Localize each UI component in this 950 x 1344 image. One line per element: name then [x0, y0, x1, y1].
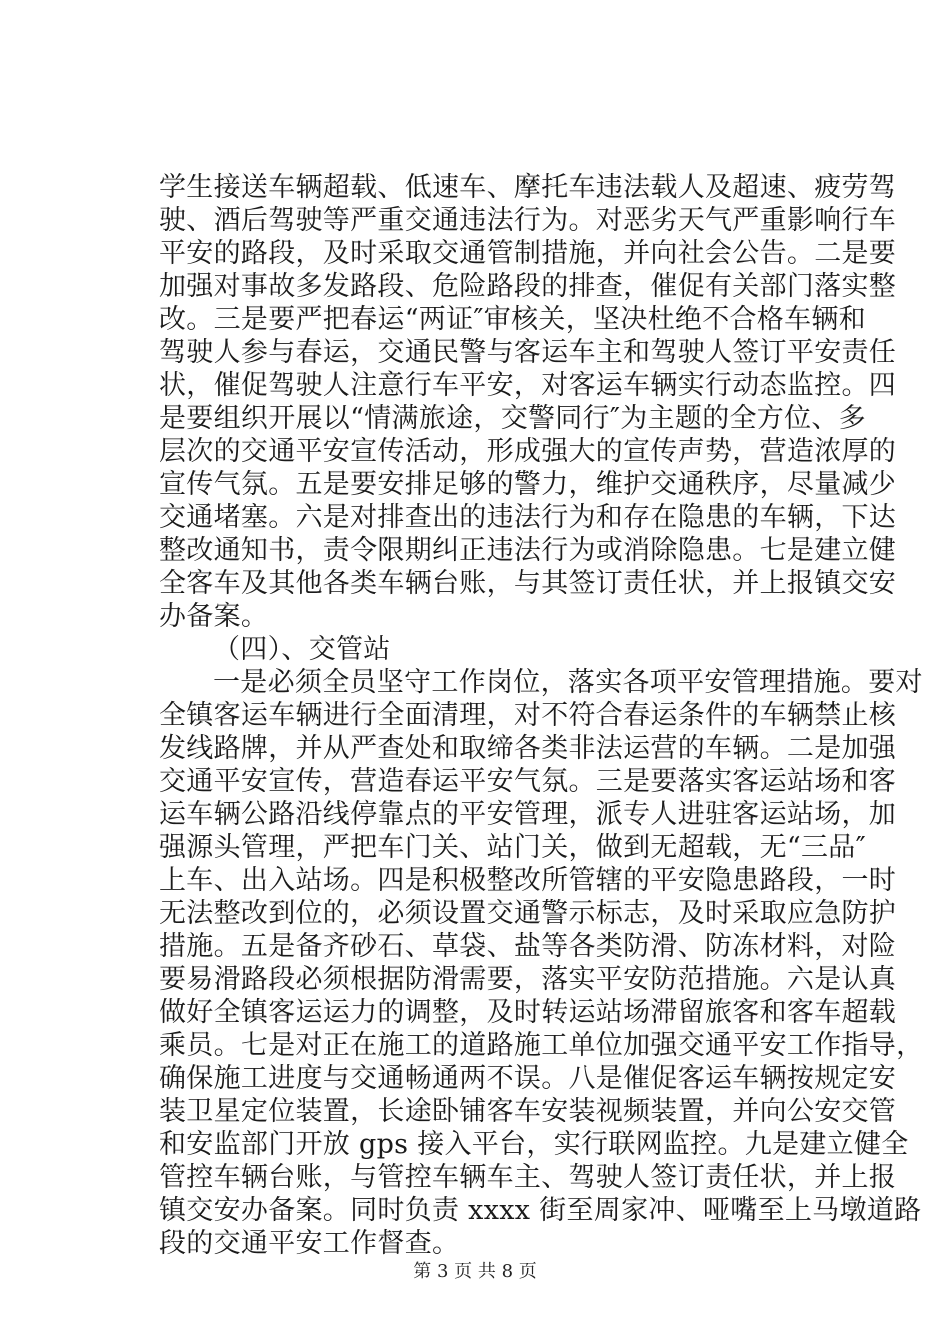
text-line: 平安的路段，及时采取交通管制措施，并向社会公告。二是要: [159, 238, 897, 269]
text-line: 要易滑路段必须根据防滑需要，落实平安防范措施。六是认真: [159, 964, 897, 995]
text-line: 一是必须全员坚守工作岗位，落实各项平安管理措施。要对: [213, 667, 923, 698]
text-line: 是要组织开展以“情满旅途，交警同行″为主题的全方位、多: [159, 403, 866, 434]
text-line: 镇交安办备案。同时负责 xxxx 街至周家冲、哑嘴至上马墩道路: [159, 1195, 922, 1226]
text-line: 上车、出入站场。四是积极整改所管辖的平安隐患路段，一时: [159, 865, 897, 896]
text-line: 状，催促驾驶人注意行车平安，对客运车辆实行动态监控。四: [159, 370, 897, 401]
text-line: 整改通知书，责令限期纠正违法行为或消除隐患。七是建立健: [159, 535, 897, 566]
text-line: 乘员。七是对正在施工的道路施工单位加强交通平安工作指导，: [159, 1030, 924, 1061]
text-line: 改。三是要严把春运“两证″审核关，坚决杜绝不合格车辆和: [159, 304, 866, 335]
text-line: 措施。五是备齐砂石、草袋、盐等各类防滑、防冻材料，对险: [159, 931, 897, 962]
text-line: 管控车辆台账，与管控车辆车主、驾驶人签订责任状，并上报: [159, 1162, 897, 1193]
text-line: 驶、酒后驾驶等严重交通违法行为。对恶劣天气严重影响行车: [159, 205, 897, 236]
text-line: 段的交通平安工作督查。: [159, 1228, 460, 1259]
text-line: 强源头管理，严把车门关、站门关，做到无超载，无“三品″: [159, 832, 866, 863]
text-line: 无法整改到位的，必须设置交通警示标志，及时采取应急防护: [159, 898, 897, 929]
document-body: [159, 171, 924, 1260]
text-line: 交通堵塞。六是对排查出的违法行为和存在隐患的车辆，下达: [159, 502, 897, 533]
text-line: 全镇客运车辆进行全面清理，对不符合春运条件的车辆禁止核: [159, 700, 897, 731]
text-line: 全客车及其他各类车辆台账，与其签订责任状，并上报镇交安: [159, 568, 897, 599]
text-line: 加强对事故多发路段、危险路段的排查，催促有关部门落实整: [159, 271, 897, 302]
section-heading: （四）、交管站: [213, 634, 391, 665]
text-line: 办备案。: [159, 601, 269, 632]
text-line: 确保施工进度与交通畅通两不误。八是催促客运车辆按规定安: [159, 1063, 897, 1094]
text-line: 宣传气氛。五是要安排足够的警力，维护交通秩序，尽量减少: [159, 469, 897, 500]
text-line: 驾驶人参与春运，交通民警与客运车主和驾驶人签订平安责任: [159, 337, 897, 368]
page-number-footer: 第 3 页 共 8 页: [413, 1261, 537, 1282]
text-line: 交通平安宣传，营造春运平安气氛。三是要落实客运站场和客: [159, 766, 897, 797]
text-line: 装卫星定位装置，长途卧铺客车安装视频装置，并向公安交管: [159, 1096, 897, 1127]
text-line: 和安监部门开放 gps 接入平台，实行联网监控。九是建立健全: [159, 1129, 909, 1160]
text-line: 学生接送车辆超载、低速车、摩托车违法载人及超速、疲劳驾: [159, 172, 897, 203]
text-line: 做好全镇客运运力的调整，及时转运站场滞留旅客和客车超载: [159, 997, 897, 1028]
text-line: 层次的交通平安宣传活动，形成强大的宣传声势，营造浓厚的: [159, 436, 897, 467]
text-line: 发线路牌，并从严查处和取缔各类非法运营的车辆。二是加强: [159, 733, 897, 764]
text-line: 运车辆公路沿线停靠点的平安管理，派专人进驻客运站场，加: [159, 799, 897, 830]
